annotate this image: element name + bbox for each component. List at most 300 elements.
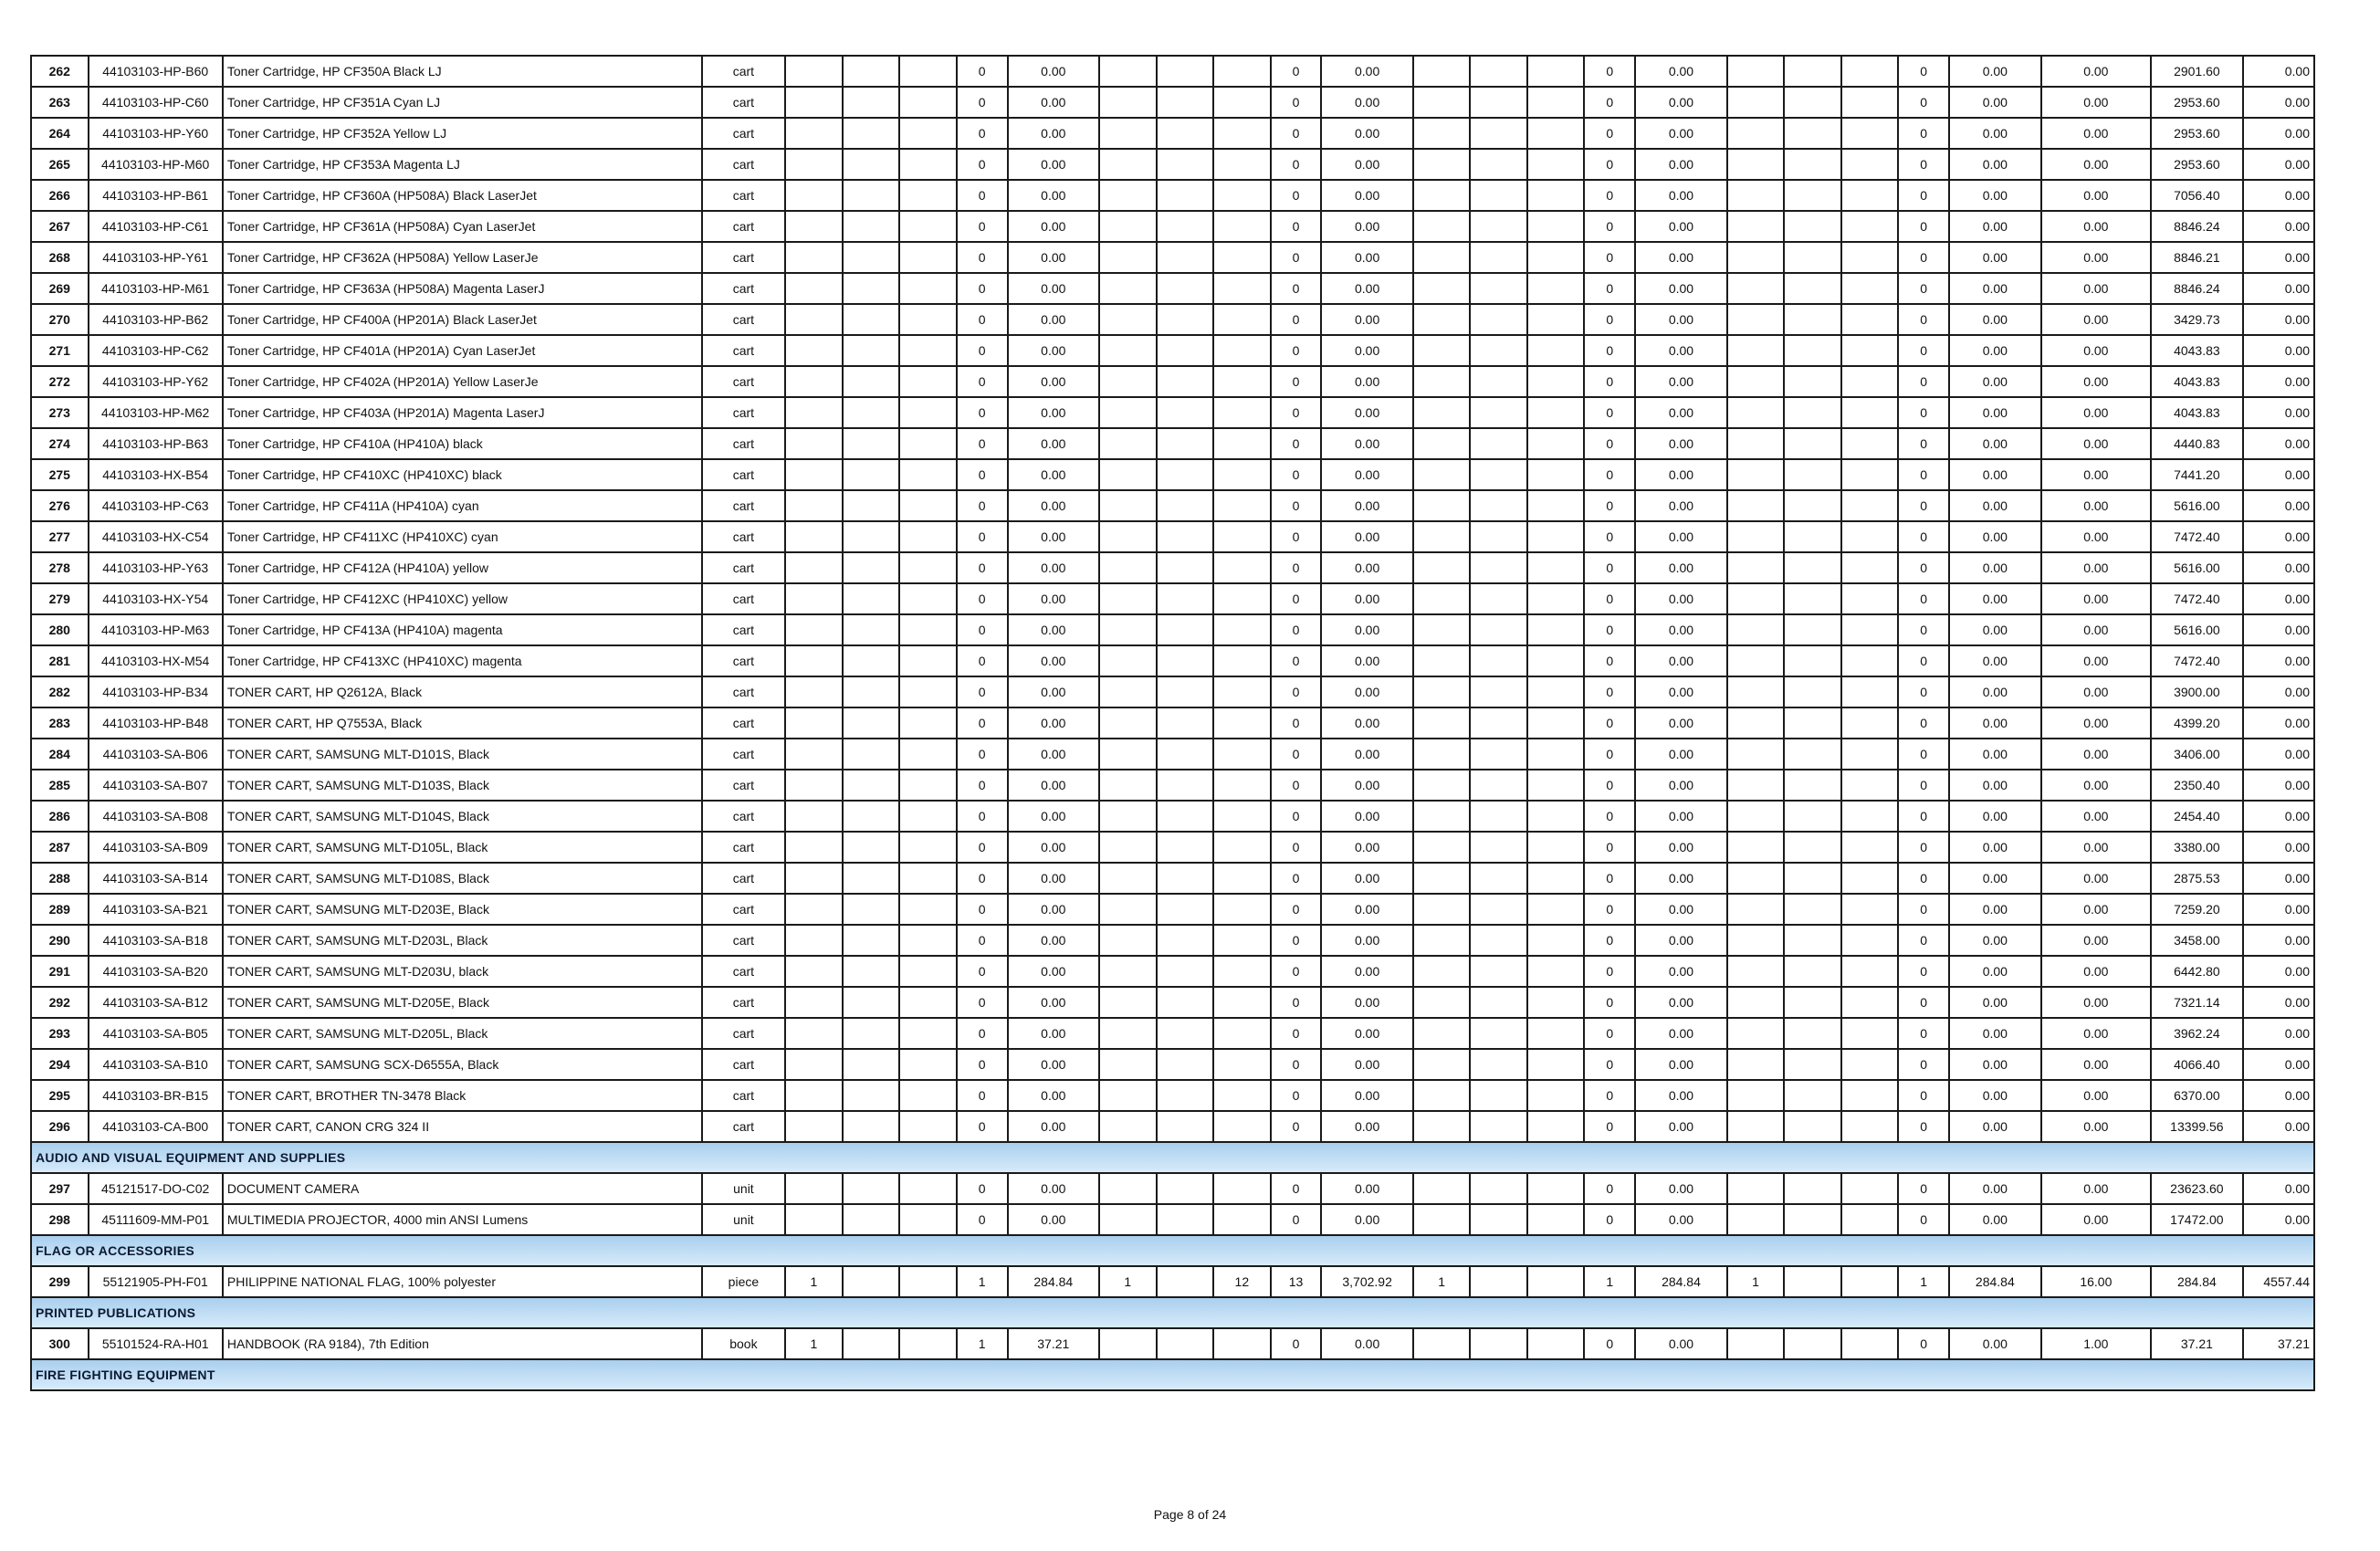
quantity-cell: 4066.40 bbox=[2151, 1049, 2242, 1080]
quantity-cell: 0 bbox=[1898, 490, 1949, 521]
quantity-cell bbox=[843, 521, 900, 552]
quantity-cell bbox=[899, 1328, 957, 1359]
quantity-cell: 0.00 bbox=[1008, 490, 1099, 521]
quantity-cell: 0.00 bbox=[1949, 490, 2040, 521]
quantity-cell: 0 bbox=[1584, 1111, 1635, 1142]
quantity-cell: 1 bbox=[785, 1266, 843, 1297]
quantity-cell: 37.21 bbox=[2151, 1328, 2242, 1359]
quantity-cell bbox=[1099, 304, 1157, 335]
quantity-cell: 3429.73 bbox=[2151, 304, 2242, 335]
quantity-cell bbox=[1784, 645, 1841, 676]
quantity-cell: 0.00 bbox=[1949, 211, 2040, 242]
quantity-cell: 0 bbox=[1584, 1080, 1635, 1111]
total-amount: 0.00 bbox=[2243, 1173, 2314, 1204]
quantity-cell: 0.00 bbox=[1949, 832, 2040, 863]
quantity-cell bbox=[899, 583, 957, 614]
quantity-cell: 0.00 bbox=[1008, 676, 1099, 707]
quantity-cell bbox=[1099, 521, 1157, 552]
quantity-cell: 0.00 bbox=[2041, 211, 2152, 242]
quantity-cell: 0.00 bbox=[2041, 180, 2152, 211]
total-amount: 0.00 bbox=[2243, 1080, 2314, 1111]
quantity-cell: 0 bbox=[1898, 180, 1949, 211]
unit-of-measure: cart bbox=[702, 583, 786, 614]
table-row bbox=[31, 707, 2314, 739]
quantity-cell bbox=[1784, 1328, 1841, 1359]
quantity-cell: 3380.00 bbox=[2151, 832, 2242, 863]
quantity-cell: 5616.00 bbox=[2151, 614, 2242, 645]
quantity-cell bbox=[1099, 490, 1157, 521]
quantity-cell: 0.00 bbox=[2041, 956, 2152, 987]
quantity-cell bbox=[1841, 56, 1899, 87]
quantity-cell: 0 bbox=[1271, 770, 1322, 801]
quantity-cell bbox=[1784, 211, 1841, 242]
quantity-cell bbox=[1527, 707, 1585, 739]
quantity-cell bbox=[1841, 645, 1899, 676]
quantity-cell bbox=[899, 956, 957, 987]
quantity-cell bbox=[1213, 397, 1271, 428]
quantity-cell bbox=[1841, 1173, 1899, 1204]
item-number: 300 bbox=[31, 1328, 89, 1359]
quantity-cell bbox=[1413, 645, 1471, 676]
quantity-cell bbox=[785, 180, 843, 211]
quantity-cell bbox=[899, 987, 957, 1018]
quantity-cell bbox=[899, 56, 957, 87]
quantity-cell bbox=[1213, 987, 1271, 1018]
quantity-cell bbox=[1727, 987, 1785, 1018]
item-number: 271 bbox=[31, 335, 89, 366]
unit-of-measure: cart bbox=[702, 87, 786, 118]
quantity-cell bbox=[843, 552, 900, 583]
quantity-cell bbox=[785, 149, 843, 180]
quantity-cell bbox=[1099, 180, 1157, 211]
quantity-cell bbox=[1157, 366, 1214, 397]
quantity-cell bbox=[1784, 552, 1841, 583]
quantity-cell bbox=[899, 1266, 957, 1297]
table-row bbox=[31, 1111, 2314, 1142]
quantity-cell bbox=[1470, 242, 1527, 273]
item-description: TONER CART, SAMSUNG MLT-D203U, black bbox=[223, 956, 702, 987]
table-row bbox=[31, 894, 2314, 925]
quantity-cell bbox=[785, 770, 843, 801]
quantity-cell: 0 bbox=[1271, 739, 1322, 770]
table-row bbox=[31, 1173, 2314, 1204]
stock-code: 44103103-HP-C63 bbox=[89, 490, 223, 521]
quantity-cell: 0.00 bbox=[1008, 428, 1099, 459]
quantity-cell: 0.00 bbox=[1321, 1204, 1412, 1235]
quantity-cell bbox=[1099, 1049, 1157, 1080]
item-number: 265 bbox=[31, 149, 89, 180]
quantity-cell: 0.00 bbox=[1635, 801, 1726, 832]
quantity-cell bbox=[899, 1049, 957, 1080]
stock-code: 55101524-RA-H01 bbox=[89, 1328, 223, 1359]
quantity-cell bbox=[1413, 459, 1471, 490]
quantity-cell bbox=[1213, 707, 1271, 739]
quantity-cell: 0 bbox=[1271, 180, 1322, 211]
quantity-cell: 0.00 bbox=[1949, 583, 2040, 614]
quantity-cell: 0 bbox=[1898, 583, 1949, 614]
quantity-cell bbox=[1784, 1049, 1841, 1080]
quantity-cell: 0.00 bbox=[1321, 87, 1412, 118]
quantity-cell: 0.00 bbox=[1321, 1173, 1412, 1204]
item-number: 295 bbox=[31, 1080, 89, 1111]
quantity-cell bbox=[899, 832, 957, 863]
quantity-cell: 0 bbox=[1898, 614, 1949, 645]
quantity-cell bbox=[1413, 366, 1471, 397]
quantity-cell: 0 bbox=[1898, 1111, 1949, 1142]
quantity-cell bbox=[843, 987, 900, 1018]
quantity-cell: 0 bbox=[1584, 707, 1635, 739]
item-number: 270 bbox=[31, 304, 89, 335]
quantity-cell bbox=[1099, 1173, 1157, 1204]
quantity-cell: 0.00 bbox=[1635, 676, 1726, 707]
quantity-cell: 0 bbox=[957, 211, 1008, 242]
quantity-cell: 2901.60 bbox=[2151, 56, 2242, 87]
quantity-cell: 0.00 bbox=[2041, 801, 2152, 832]
quantity-cell bbox=[1213, 459, 1271, 490]
quantity-cell: 0 bbox=[957, 707, 1008, 739]
total-amount: 0.00 bbox=[2243, 770, 2314, 801]
quantity-cell bbox=[843, 1111, 900, 1142]
quantity-cell: 0 bbox=[1898, 676, 1949, 707]
quantity-cell bbox=[1470, 180, 1527, 211]
item-number: 274 bbox=[31, 428, 89, 459]
quantity-cell: 3962.24 bbox=[2151, 1018, 2242, 1049]
item-description: Toner Cartridge, HP CF400A (HP201A) Black LaserJet bbox=[223, 304, 702, 335]
total-amount: 0.00 bbox=[2243, 87, 2314, 118]
quantity-cell: 0.00 bbox=[1321, 956, 1412, 987]
quantity-cell bbox=[899, 894, 957, 925]
total-amount: 0.00 bbox=[2243, 118, 2314, 149]
quantity-cell bbox=[1413, 428, 1471, 459]
quantity-cell bbox=[1841, 552, 1899, 583]
table-row bbox=[31, 304, 2314, 335]
quantity-cell bbox=[1413, 1204, 1471, 1235]
quantity-cell: 284.84 bbox=[1008, 1266, 1099, 1297]
quantity-cell: 0.00 bbox=[2041, 552, 2152, 583]
unit-of-measure: cart bbox=[702, 987, 786, 1018]
unit-of-measure: piece bbox=[702, 1266, 786, 1297]
quantity-cell: 0 bbox=[957, 149, 1008, 180]
quantity-cell bbox=[1099, 273, 1157, 304]
item-description: Toner Cartridge, HP CF351A Cyan LJ bbox=[223, 87, 702, 118]
quantity-cell bbox=[1157, 925, 1214, 956]
quantity-cell: 0 bbox=[1584, 987, 1635, 1018]
unit-of-measure: cart bbox=[702, 863, 786, 894]
quantity-cell bbox=[1784, 56, 1841, 87]
quantity-cell bbox=[1099, 459, 1157, 490]
table-row bbox=[31, 1266, 2314, 1297]
quantity-cell: 0.00 bbox=[1635, 335, 1726, 366]
quantity-cell bbox=[1413, 583, 1471, 614]
quantity-cell bbox=[1213, 832, 1271, 863]
quantity-cell bbox=[843, 118, 900, 149]
quantity-cell bbox=[1527, 211, 1585, 242]
quantity-cell bbox=[1527, 56, 1585, 87]
total-amount: 0.00 bbox=[2243, 1049, 2314, 1080]
quantity-cell: 0.00 bbox=[1635, 304, 1726, 335]
quantity-cell: 0.00 bbox=[1008, 1049, 1099, 1080]
quantity-cell: 0 bbox=[1898, 273, 1949, 304]
quantity-cell bbox=[1784, 956, 1841, 987]
quantity-cell bbox=[1727, 801, 1785, 832]
quantity-cell bbox=[1157, 801, 1214, 832]
quantity-cell bbox=[1784, 304, 1841, 335]
quantity-cell: 0 bbox=[1584, 739, 1635, 770]
quantity-cell: 0.00 bbox=[1008, 304, 1099, 335]
quantity-cell bbox=[1784, 521, 1841, 552]
quantity-cell bbox=[1841, 987, 1899, 1018]
item-description: TONER CART, SAMSUNG MLT-D203E, Black bbox=[223, 894, 702, 925]
quantity-cell bbox=[899, 273, 957, 304]
quantity-cell: 0.00 bbox=[1008, 1111, 1099, 1142]
quantity-cell bbox=[843, 428, 900, 459]
quantity-cell bbox=[1157, 180, 1214, 211]
quantity-cell: 0.00 bbox=[1949, 149, 2040, 180]
unit-of-measure: cart bbox=[702, 956, 786, 987]
quantity-cell bbox=[1157, 863, 1214, 894]
quantity-cell: 0 bbox=[1584, 770, 1635, 801]
quantity-cell bbox=[1413, 87, 1471, 118]
quantity-cell: 7056.40 bbox=[2151, 180, 2242, 211]
quantity-cell: 0.00 bbox=[1321, 552, 1412, 583]
quantity-cell bbox=[785, 1173, 843, 1204]
quantity-cell bbox=[1527, 459, 1585, 490]
quantity-cell: 0.00 bbox=[1321, 304, 1412, 335]
quantity-cell bbox=[1727, 1018, 1785, 1049]
quantity-cell bbox=[1157, 770, 1214, 801]
quantity-cell: 0.00 bbox=[1008, 459, 1099, 490]
quantity-cell: 0.00 bbox=[1635, 1204, 1726, 1235]
quantity-cell bbox=[1527, 397, 1585, 428]
quantity-cell bbox=[843, 707, 900, 739]
quantity-cell bbox=[1470, 211, 1527, 242]
quantity-cell: 0.00 bbox=[1635, 180, 1726, 211]
quantity-cell bbox=[1213, 1018, 1271, 1049]
quantity-cell bbox=[1470, 552, 1527, 583]
quantity-cell bbox=[1784, 987, 1841, 1018]
quantity-cell: 0 bbox=[1271, 676, 1322, 707]
quantity-cell: 0.00 bbox=[1949, 801, 2040, 832]
unit-of-measure: cart bbox=[702, 428, 786, 459]
quantity-cell: 0.00 bbox=[1321, 428, 1412, 459]
quantity-cell bbox=[899, 366, 957, 397]
quantity-cell: 0.00 bbox=[2041, 335, 2152, 366]
quantity-cell bbox=[843, 335, 900, 366]
table-row bbox=[31, 925, 2314, 956]
item-description: TONER CART, SAMSUNG MLT-D104S, Black bbox=[223, 801, 702, 832]
quantity-cell bbox=[785, 676, 843, 707]
quantity-cell bbox=[1784, 707, 1841, 739]
item-description: Toner Cartridge, HP CF412A (HP410A) yellow bbox=[223, 552, 702, 583]
quantity-cell bbox=[1413, 676, 1471, 707]
quantity-cell bbox=[1527, 987, 1585, 1018]
quantity-cell bbox=[1213, 552, 1271, 583]
total-amount: 0.00 bbox=[2243, 863, 2314, 894]
quantity-cell: 0.00 bbox=[2041, 242, 2152, 273]
item-number: 277 bbox=[31, 521, 89, 552]
item-description: Toner Cartridge, HP CF410A (HP410A) black bbox=[223, 428, 702, 459]
quantity-cell bbox=[843, 459, 900, 490]
section-printed bbox=[31, 1297, 2314, 1328]
item-description: Toner Cartridge, HP CF403A (HP201A) Magenta LaserJ bbox=[223, 397, 702, 428]
quantity-cell bbox=[1527, 832, 1585, 863]
item-number: 288 bbox=[31, 863, 89, 894]
quantity-cell bbox=[843, 149, 900, 180]
quantity-cell: 0 bbox=[1584, 552, 1635, 583]
quantity-cell bbox=[1213, 273, 1271, 304]
quantity-cell bbox=[843, 739, 900, 770]
item-number: 293 bbox=[31, 1018, 89, 1049]
stock-code: 44103103-HP-M62 bbox=[89, 397, 223, 428]
quantity-cell bbox=[843, 211, 900, 242]
quantity-cell bbox=[785, 739, 843, 770]
quantity-cell bbox=[785, 1204, 843, 1235]
table-row bbox=[31, 459, 2314, 490]
quantity-cell bbox=[1157, 707, 1214, 739]
quantity-cell: 0.00 bbox=[1635, 987, 1726, 1018]
table-row bbox=[31, 211, 2314, 242]
quantity-cell: 1.00 bbox=[2041, 1328, 2152, 1359]
quantity-cell bbox=[1157, 521, 1214, 552]
quantity-cell: 0.00 bbox=[1949, 459, 2040, 490]
quantity-cell bbox=[1157, 1328, 1214, 1359]
quantity-cell: 0 bbox=[957, 459, 1008, 490]
quantity-cell: 0 bbox=[957, 645, 1008, 676]
quantity-cell bbox=[1213, 1080, 1271, 1111]
quantity-cell: 0 bbox=[957, 180, 1008, 211]
quantity-cell: 0.00 bbox=[1635, 273, 1726, 304]
quantity-cell: 0.00 bbox=[1635, 56, 1726, 87]
quantity-cell: 1 bbox=[957, 1266, 1008, 1297]
quantity-cell bbox=[1727, 552, 1785, 583]
quantity-cell bbox=[843, 242, 900, 273]
quantity-cell bbox=[1784, 1204, 1841, 1235]
quantity-cell bbox=[1157, 335, 1214, 366]
quantity-cell: 0.00 bbox=[1321, 211, 1412, 242]
quantity-cell bbox=[1727, 366, 1785, 397]
quantity-cell bbox=[1413, 739, 1471, 770]
item-number: 273 bbox=[31, 397, 89, 428]
quantity-cell bbox=[1099, 614, 1157, 645]
quantity-cell: 0.00 bbox=[1321, 676, 1412, 707]
quantity-cell bbox=[1784, 180, 1841, 211]
quantity-cell: 0.00 bbox=[1635, 739, 1726, 770]
total-amount: 4557.44 bbox=[2243, 1266, 2314, 1297]
stock-code: 44103103-HP-B60 bbox=[89, 56, 223, 87]
stock-code: 44103103-HP-M60 bbox=[89, 149, 223, 180]
quantity-cell: 0.00 bbox=[1008, 273, 1099, 304]
quantity-cell bbox=[1784, 242, 1841, 273]
quantity-cell bbox=[899, 149, 957, 180]
unit-of-measure: cart bbox=[702, 335, 786, 366]
quantity-cell: 0.00 bbox=[1008, 149, 1099, 180]
quantity-cell bbox=[785, 56, 843, 87]
quantity-cell bbox=[899, 1111, 957, 1142]
quantity-cell bbox=[1727, 428, 1785, 459]
quantity-cell bbox=[1213, 1111, 1271, 1142]
stock-code: 44103103-HP-Y61 bbox=[89, 242, 223, 273]
quantity-cell bbox=[843, 56, 900, 87]
quantity-cell bbox=[1527, 863, 1585, 894]
quantity-cell: 0.00 bbox=[1949, 273, 2040, 304]
quantity-cell: 0 bbox=[957, 87, 1008, 118]
total-amount: 0.00 bbox=[2243, 428, 2314, 459]
toner-items-group bbox=[31, 56, 2314, 1142]
quantity-cell: 0 bbox=[1271, 87, 1322, 118]
item-number: 285 bbox=[31, 770, 89, 801]
quantity-cell bbox=[1841, 87, 1899, 118]
quantity-cell: 0.00 bbox=[1635, 1080, 1726, 1111]
quantity-cell bbox=[1841, 180, 1899, 211]
stock-code: 44103103-SA-B07 bbox=[89, 770, 223, 801]
quantity-cell: 0 bbox=[1584, 335, 1635, 366]
quantity-cell bbox=[1157, 1049, 1214, 1080]
quantity-cell: 0.00 bbox=[1321, 149, 1412, 180]
quantity-cell bbox=[1727, 118, 1785, 149]
quantity-cell: 0.00 bbox=[1949, 118, 2040, 149]
quantity-cell bbox=[1470, 366, 1527, 397]
quantity-cell: 0 bbox=[957, 56, 1008, 87]
quantity-cell bbox=[1841, 1111, 1899, 1142]
quantity-cell: 0 bbox=[957, 521, 1008, 552]
quantity-cell bbox=[1727, 707, 1785, 739]
stock-code: 44103103-SA-B05 bbox=[89, 1018, 223, 1049]
quantity-cell: 0 bbox=[1271, 304, 1322, 335]
unit-of-measure: cart bbox=[702, 56, 786, 87]
quantity-cell bbox=[1841, 1080, 1899, 1111]
quantity-cell: 0 bbox=[1898, 707, 1949, 739]
quantity-cell bbox=[1784, 87, 1841, 118]
quantity-cell: 0 bbox=[1898, 1018, 1949, 1049]
quantity-cell: 0 bbox=[1584, 614, 1635, 645]
quantity-cell bbox=[1727, 583, 1785, 614]
quantity-cell: 0 bbox=[957, 894, 1008, 925]
quantity-cell bbox=[1841, 770, 1899, 801]
quantity-cell bbox=[899, 676, 957, 707]
section-header-flag: FLAG OR ACCESSORIES bbox=[31, 1235, 2314, 1266]
item-number: 280 bbox=[31, 614, 89, 645]
quantity-cell bbox=[1157, 956, 1214, 987]
quantity-cell bbox=[1727, 304, 1785, 335]
quantity-cell: 0.00 bbox=[1008, 552, 1099, 583]
quantity-cell: 0 bbox=[1584, 925, 1635, 956]
quantity-cell: 1 bbox=[957, 1328, 1008, 1359]
quantity-cell: 0.00 bbox=[1321, 118, 1412, 149]
table-row bbox=[31, 428, 2314, 459]
quantity-cell: 0.00 bbox=[1949, 335, 2040, 366]
quantity-cell: 0 bbox=[1584, 459, 1635, 490]
quantity-cell bbox=[1470, 428, 1527, 459]
quantity-cell: 0 bbox=[1584, 428, 1635, 459]
quantity-cell bbox=[1099, 1080, 1157, 1111]
quantity-cell: 4399.20 bbox=[2151, 707, 2242, 739]
quantity-cell bbox=[1213, 614, 1271, 645]
quantity-cell bbox=[1413, 149, 1471, 180]
item-number: 266 bbox=[31, 180, 89, 211]
quantity-cell: 4043.83 bbox=[2151, 397, 2242, 428]
page-number: Page 8 of 24 bbox=[1153, 1507, 1227, 1522]
quantity-cell bbox=[1413, 894, 1471, 925]
quantity-cell bbox=[1784, 1266, 1841, 1297]
quantity-cell bbox=[843, 645, 900, 676]
quantity-cell: 0.00 bbox=[2041, 832, 2152, 863]
quantity-cell bbox=[785, 614, 843, 645]
quantity-cell: 0 bbox=[1898, 397, 1949, 428]
total-amount: 0.00 bbox=[2243, 894, 2314, 925]
quantity-cell: 0.00 bbox=[1321, 770, 1412, 801]
stock-code: 44103103-SA-B18 bbox=[89, 925, 223, 956]
quantity-cell: 0.00 bbox=[1949, 863, 2040, 894]
